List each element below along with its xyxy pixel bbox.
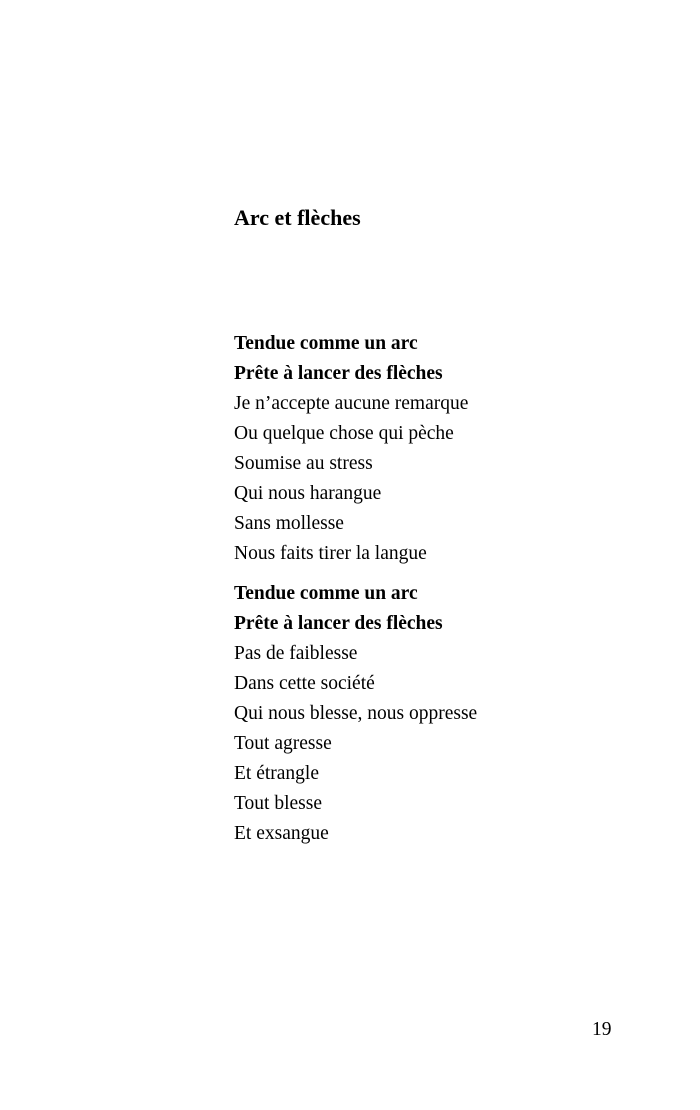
stanza-2 [234, 579, 477, 849]
verse-line: Je n’accepte aucune remarque [234, 393, 469, 414]
page-number: 19 [592, 1019, 612, 1040]
stanza-1 [234, 329, 468, 569]
verse-line: Et étrangle [234, 763, 319, 784]
verse-line: Soumise au stress [234, 453, 373, 474]
verse-line: Prête à lancer des flèches [234, 363, 443, 384]
verse-line: Et exsangue [234, 823, 329, 844]
verse-line: Nous faits tirer la langue [234, 543, 427, 564]
verse-line: Tendue comme un arc [234, 333, 418, 354]
verse-line: Qui nous blesse, nous oppresse [234, 703, 478, 724]
verse-line: Tendue comme un arc [234, 583, 418, 604]
verse-line: Tout blesse [234, 793, 322, 814]
verse-line: Pas de faiblesse [234, 643, 358, 664]
verse-line: Prête à lancer des flèches [234, 613, 443, 634]
verse-line: Dans cette société [234, 673, 375, 694]
verse-line: Sans mollesse [234, 513, 344, 534]
verse-line: Tout agresse [234, 733, 332, 754]
verse-line: Qui nous harangue [234, 483, 382, 504]
poem-title: Arc et flèches [234, 205, 361, 230]
verse-line: Ou quelque chose qui pèche [234, 423, 454, 444]
